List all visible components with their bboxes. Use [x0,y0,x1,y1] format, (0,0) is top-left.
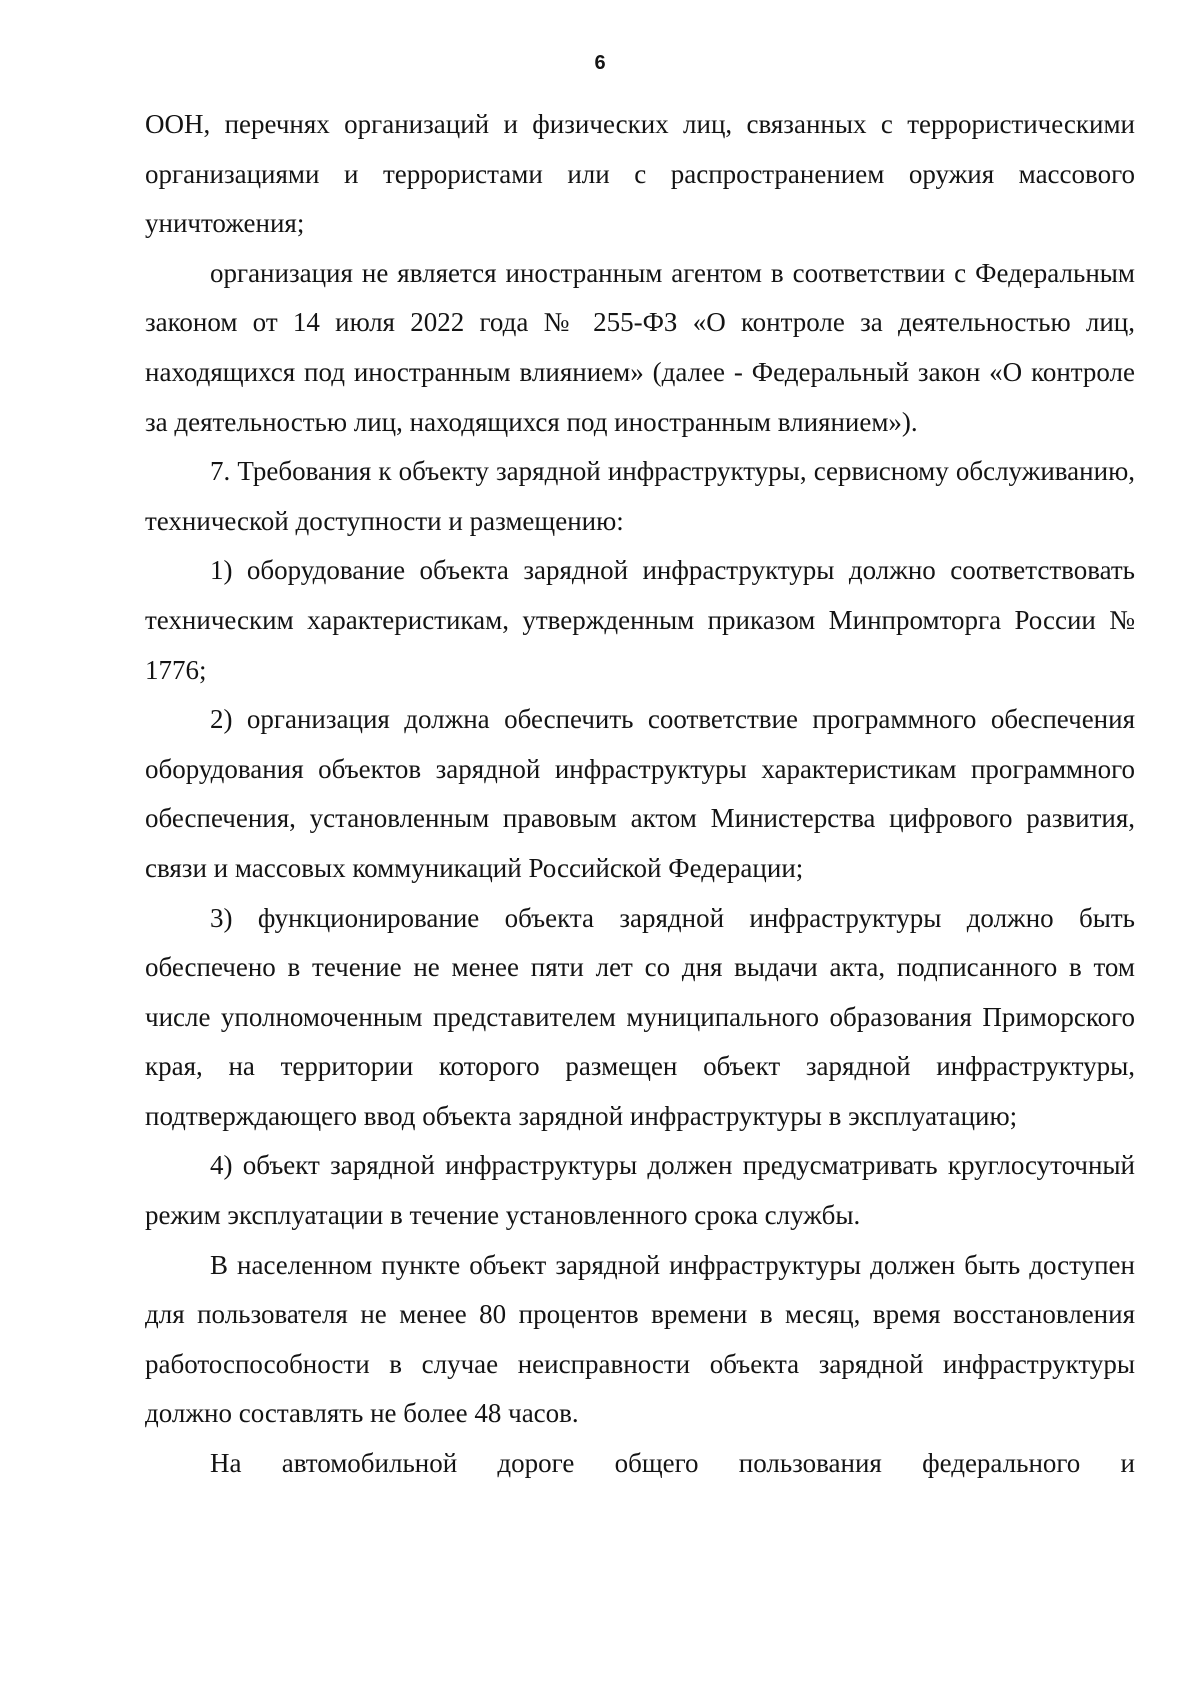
paragraph-subitem-1-equipment: 1) оборудование объекта зарядной инфраструктуры должно соответствовать техническим характеристикам, утвержденным приказом Минпромторга России № 1776; [145,555,1135,685]
paragraph-subitem-2-software: 2) организация должна обеспечить соответствие программного обеспечения оборудования объектов зарядной инфраструктуры характеристикам программного обеспечения, установленным правовым актом Министерства цифрового развития, связи и массовых коммуникаций Российской Федерации; [145,704,1135,883]
page-number: 6 [594,52,606,74]
paragraph-subitem-3-operation-term: 3) функционирование объекта зарядной инфраструктуры должно быть обеспечено в течение не менее пяти лет со дня выдачи акта, подписанного в том числе уполномоченным представителем муниципального образования Приморского края, на территории которого размещен объект зарядной инфраструктуры, подтверждающего ввод объекта зарядной инфраструктуры в эксплуатацию; [145,902,1135,1131]
paragraph-item-7-requirements: 7. Требования к объекту зарядной инфраструктуры, сервисному обслуживанию, технической доступности и размещению: [145,456,1135,536]
paragraph-subitem-4-round-the-clock: 4) объект зарядной инфраструктуры должен предусматривать круглосуточный режим эксплуатации в течение установленного срока службы. [145,1150,1135,1231]
paragraph-un-lists: ООН, перечнях организаций и физических лиц, связанных с террористическими организациями и террористами или с распространением оружия массового уничтожения; [145,109,1135,239]
document-body [145,100,1135,1489]
paragraph-federal-road: На автомобильной дороге общего пользования федерального и [210,1448,1135,1479]
paragraph-settlement-availability: В населенном пункте объект зарядной инфраструктуры должен быть доступен для пользователя не менее 80 процентов времени в месяц, время восстановления работоспособности в случае неисправности объекта зарядной инфраструктуры должно составлять не более 48 часов. [145,1249,1135,1429]
paragraph-foreign-agent: организация не является иностранным агентом в соответствии с Федеральным законом от 14 июля 2022 года № 255-ФЗ «О контроле за деятельностью лиц, находящихся под иностранным влиянием» (далее - Федеральный закон «О контроле за деятельностью лиц, находящихся под иностранным влиянием»). [145,257,1135,437]
